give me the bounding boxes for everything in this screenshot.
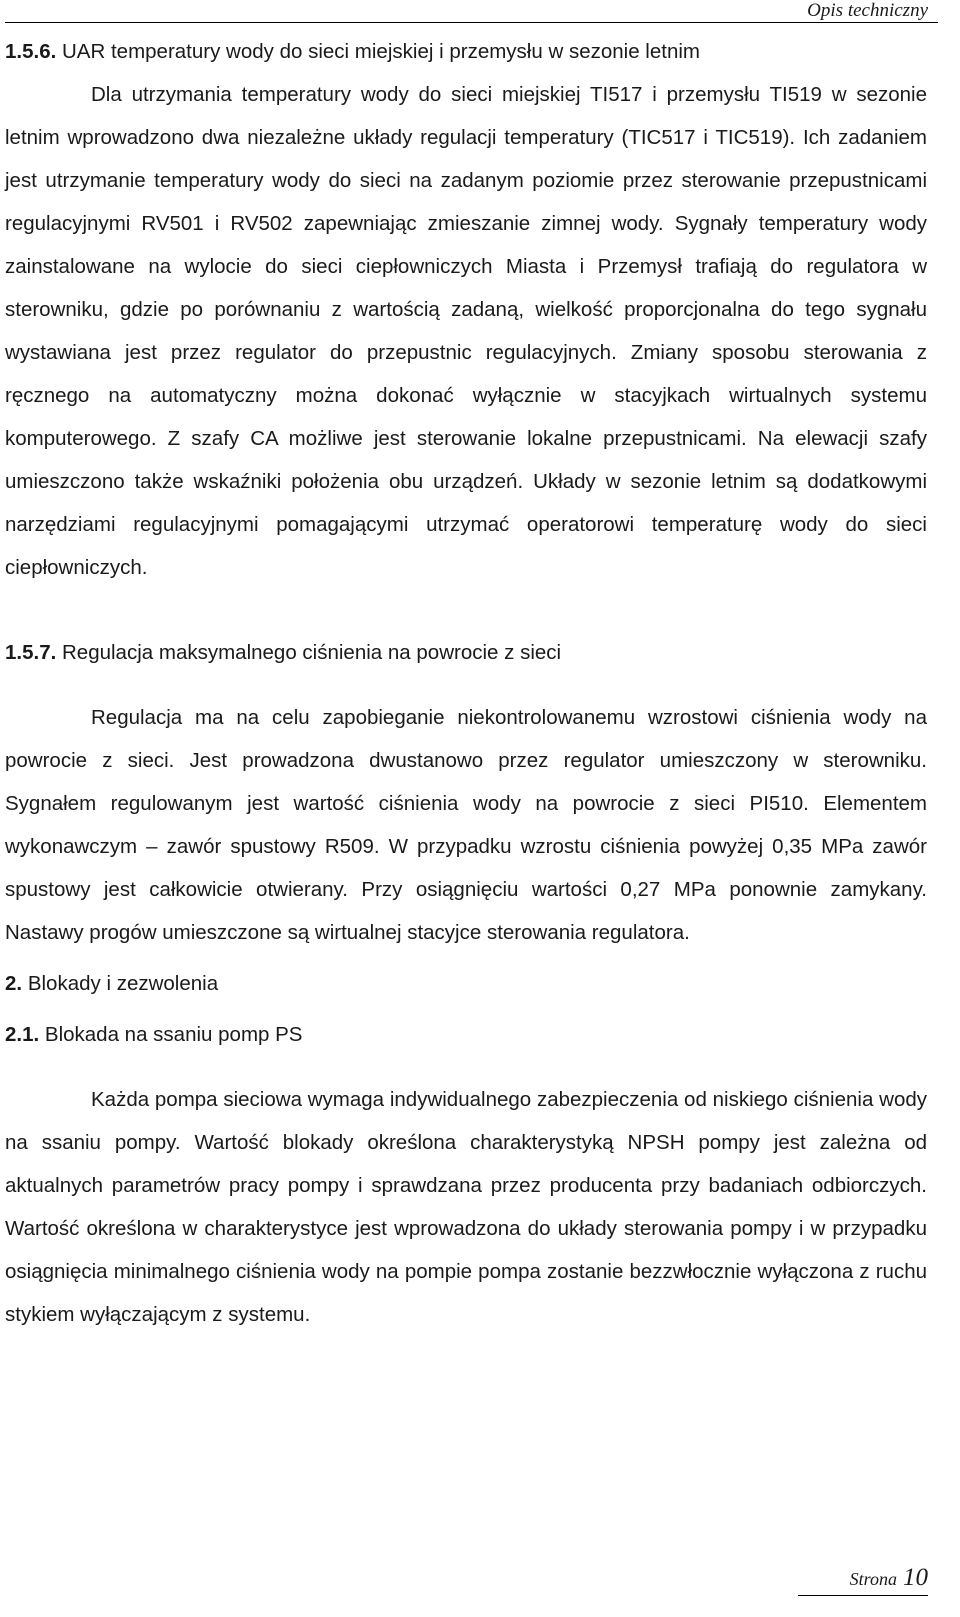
section-paragraph (5, 73, 927, 589)
section-number: 2. (5, 972, 23, 995)
footer-divider (798, 1595, 928, 1596)
section-title: Blokada na ssaniu pomp PS (44, 1023, 303, 1046)
paragraph-text: Regulacja ma na celu zapobieganie niekontrolowanemu wzrostowi ciśnienia wody na powrocie z sieci. Jest prowadzona dwustanowo przez regulator umieszczony w sterowniku. Sygnałem regulowanym jest wartość ciśnienia wody na powrocie z sieci PI510. Elementem wykonawczym – zawór spustowy R509. W przypadku wzrostu ciśnienia powyżej 0,35 MPa zawór spustowy jest całkowicie otwierany. Przy osiągnięciu wartości 0,27 MPa ponownie zamykany. Nastawy progów umieszczone są wirtualnej stacyjce sterowania regulatora. (5, 706, 927, 944)
section-number: 2.1. (5, 1023, 40, 1046)
section-heading-2 (5, 962, 927, 1005)
page-label: Strona (849, 1569, 897, 1589)
section-title: UAR temperatury wody do sieci miejskiej i przemysłu w sezonie letnim (62, 40, 700, 63)
section-title: Regulacja maksymalnego ciśnienia na powrocie z sieci (62, 641, 562, 664)
page-footer (850, 1564, 928, 1592)
section-title: Blokady i zezwolenia (27, 972, 219, 995)
document-body (5, 30, 927, 1336)
header-divider (5, 22, 938, 23)
section-paragraph (5, 696, 927, 954)
header-title: Opis techniczny (807, 0, 928, 21)
page-number: 10 (903, 1564, 928, 1591)
section-number: 1.5.6. (5, 40, 57, 63)
paragraph-text: Dla utrzymania temperatury wody do sieci miejskiej TI517 i przemysłu TI519 w sezonie letnim wprowadzono dwa niezależne układy regulacji temperatury (TIC517 i TIC519). Ich zadaniem jest utrzymanie temperatury wody do sieci na zadanym poziomie przez sterowanie przepustnicami regulacyjnymi RV501 i RV502 zapewniając zmieszanie zimnej wody. Sygnały temperatury wody zainstalowane na wylocie do sieci ciepłowniczych Miasta i Przemysł trafiają do regulatora w sterowniku, gdzie po porównaniu z wartością zadaną, wielkość proporcjonalna do tego sygnału wystawiana jest przez regulator do przepustnic regulacyjnych. Zmiany sposobu sterowania z ręcznego na automatyczny można dokonać wyłącznie w stacyjkach wirtualnych systemu komputerowego. Z szafy CA możliwe jest sterowanie lokalne przepustnicami. Na elewacji szafy umieszczono także wskaźniki położenia obu urządzeń. Układy w sezonie letnim są dodatkowymi narzędziami regulacyjnymi pomagającymi utrzymać operatorowi temperaturę wody do sieci ciepłowniczych. (5, 83, 927, 579)
paragraph-text: Każda pompa sieciowa wymaga indywidualnego zabezpieczenia od niskiego ciśnienia wody na ssaniu pompy. Wartość blokady określona charakterystyką NPSH pompy jest zależna od aktualnych parametrów pracy pompy i sprawdzana przez producenta przy badaniach odbiorczych. Wartość określona w charakterystyce jest wprowadzona do układy sterowania pompy i w przypadku osiągnięcia minimalnego ciśnienia wody na pompie pompa zostanie bezzwłocznie wyłączona z ruchu stykiem wyłączającym z systemu. (5, 1088, 927, 1326)
section-paragraph (5, 1078, 927, 1336)
section-number: 1.5.7. (5, 641, 57, 664)
section-heading-1-5-6 (5, 30, 927, 73)
section-heading-1-5-7 (5, 631, 927, 674)
section-heading-2-1 (5, 1013, 927, 1056)
